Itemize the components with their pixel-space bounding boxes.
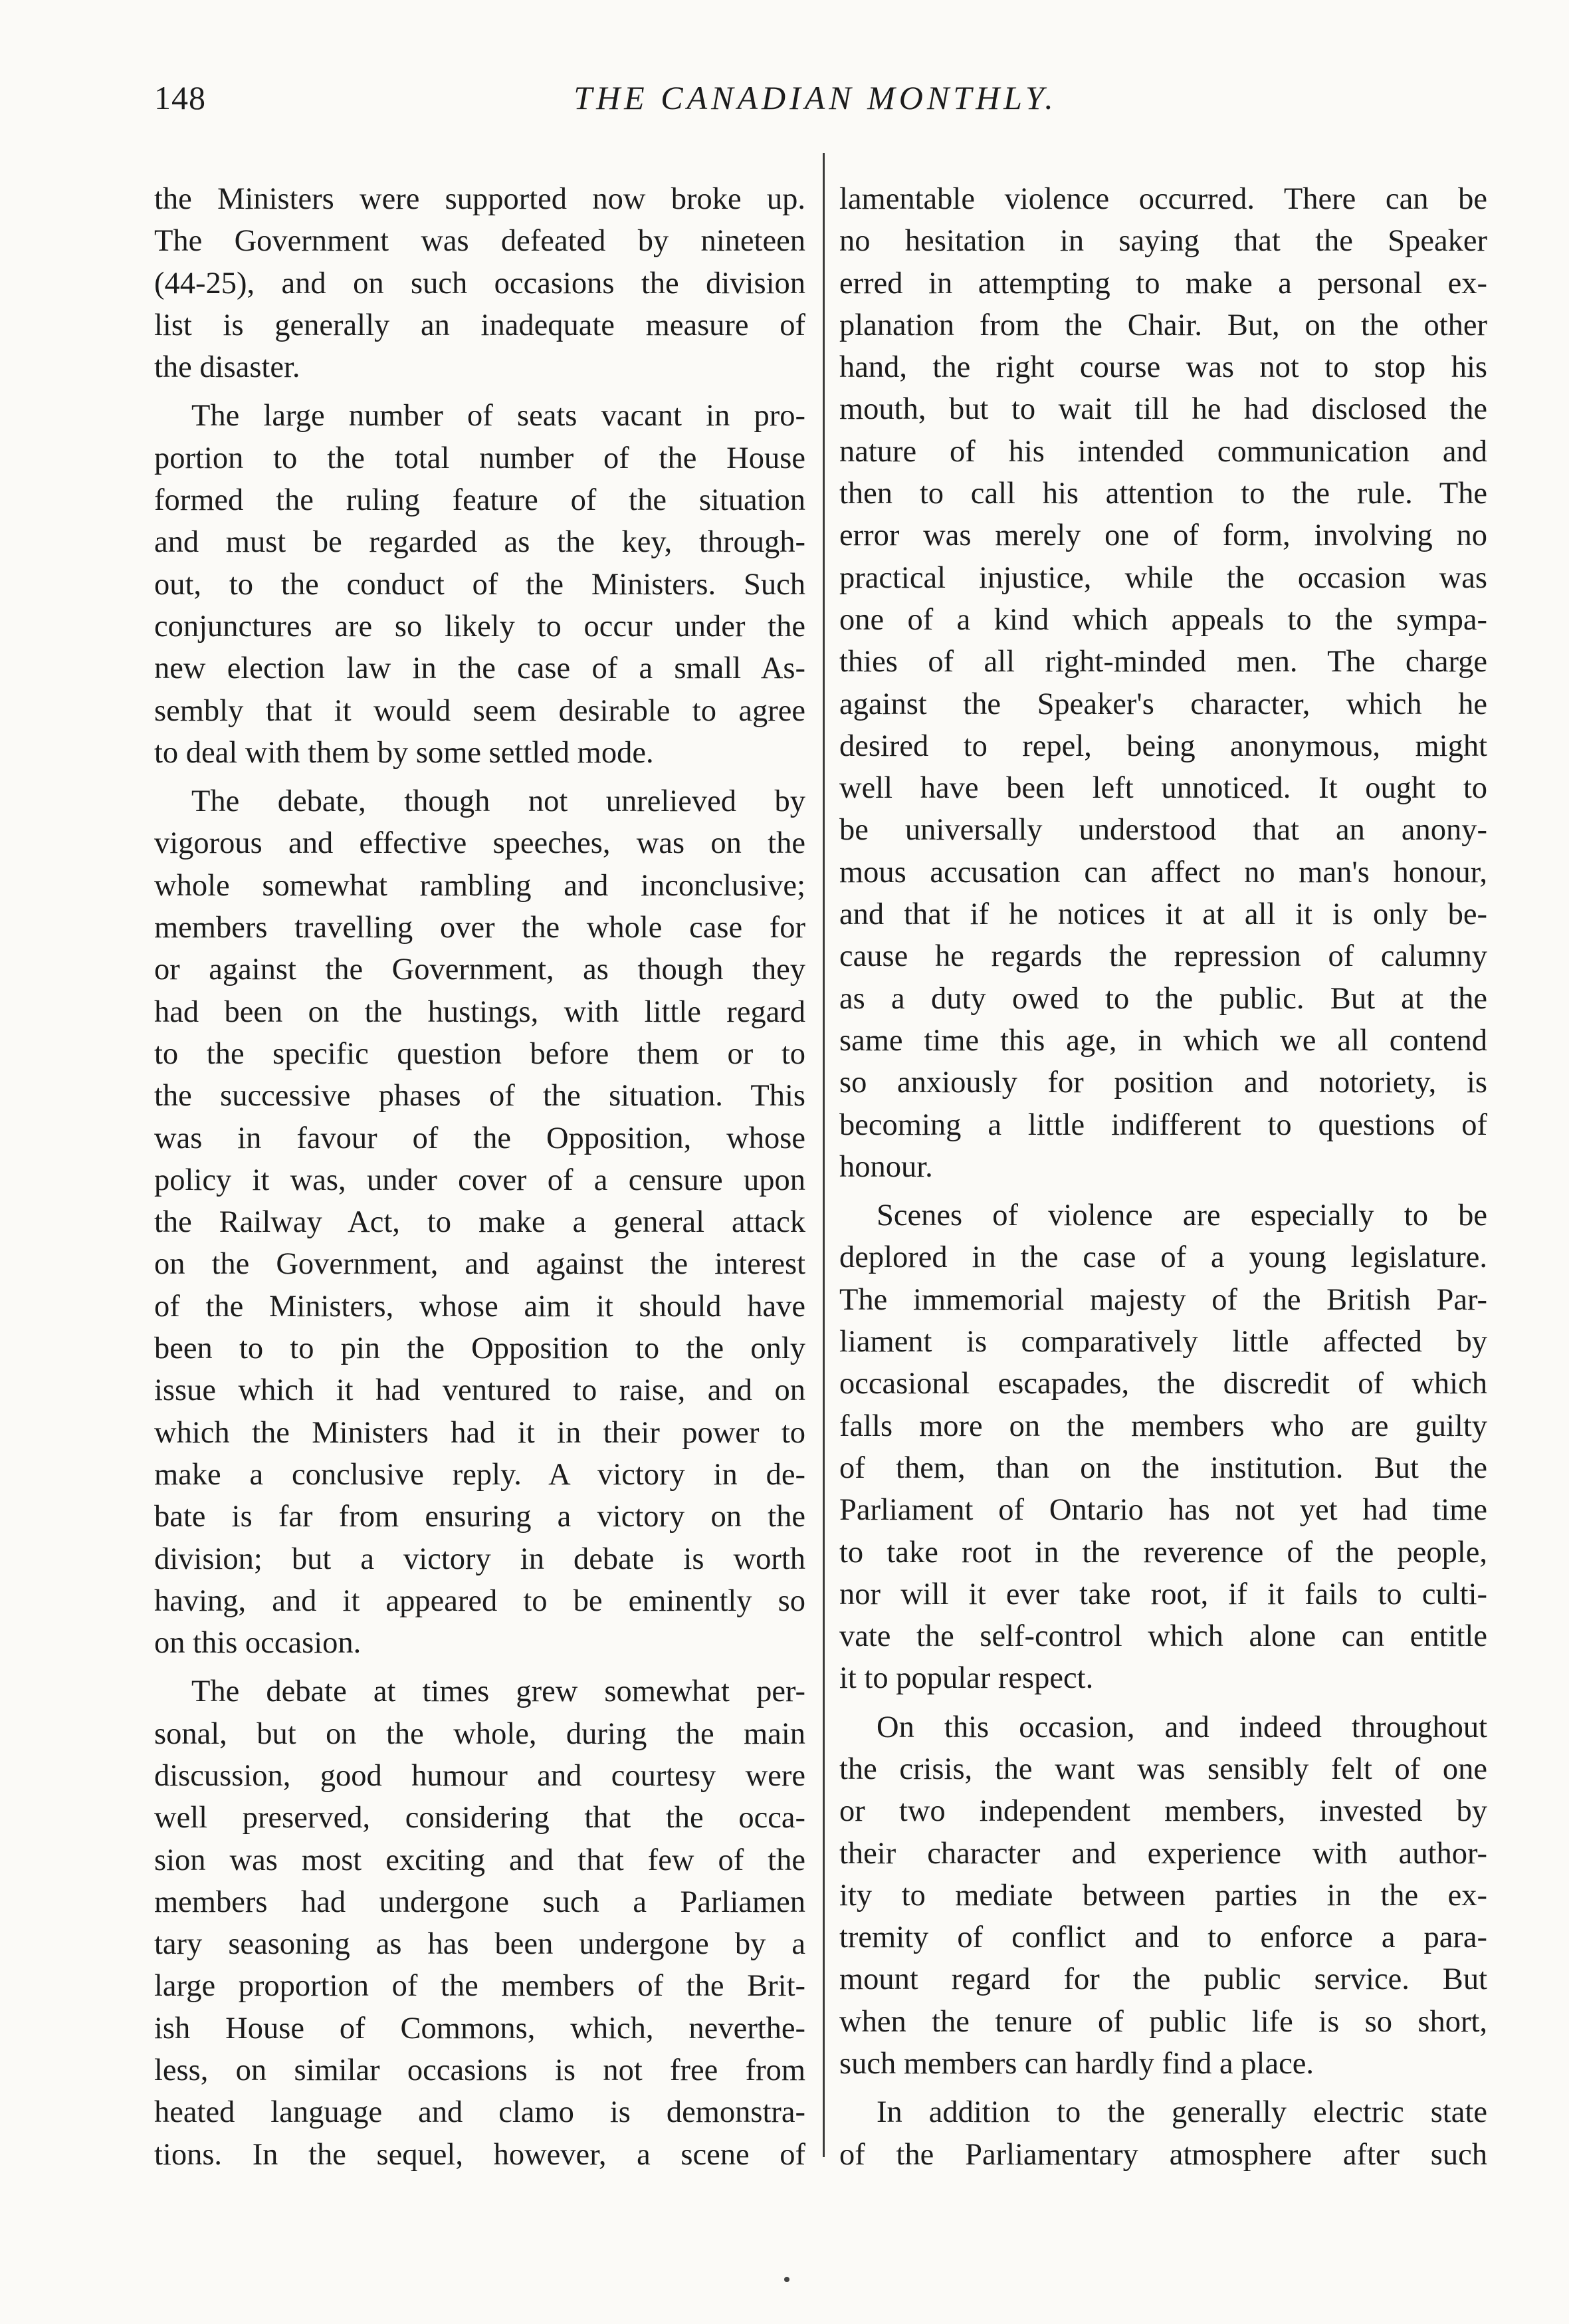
- text-line: list is generally an inadequate measure of: [154, 308, 805, 342]
- text-line: (44-25), and on such occasions the division: [154, 266, 805, 300]
- text-line: The debate, though not unrelieved by: [191, 784, 805, 819]
- column-divider: [823, 153, 825, 2157]
- text-line: vate the self-control which alone can entitle: [839, 1619, 1487, 1654]
- text-line: desired to repel, being anonymous, might: [839, 729, 1487, 763]
- text-line: was in favour of the Opposition, whose: [154, 1121, 805, 1155]
- text-line: on this occasion.: [154, 1626, 362, 1661]
- text-line: or against the Government, as though they: [154, 953, 805, 987]
- text-line: and must be regarded as the key, through-: [154, 525, 805, 560]
- page-number: 148: [154, 79, 206, 116]
- paragraph: [154, 780, 805, 1664]
- text-line: having, and it appeared to be eminently so: [154, 1583, 805, 1618]
- text-line: sembly that it would seem desirable to agree: [154, 693, 805, 728]
- page-header: [154, 78, 1477, 138]
- text-line: On this occasion, and indeed throughout: [877, 1710, 1487, 1744]
- text-line: had been on the hustings, with little regard: [154, 994, 805, 1029]
- text-line: hand, the right course was not to stop his: [839, 350, 1487, 385]
- text-line: heated language and clamo is demonstra-: [154, 2095, 805, 2130]
- text-line: members travelling over the whole case for: [154, 911, 805, 945]
- text-line: error was merely one of form, involving no: [839, 519, 1487, 553]
- text-line: The Government was defeated by nineteen: [154, 224, 805, 259]
- text-line: thies of all right-minded men. The charge: [839, 645, 1487, 679]
- text-line: nor will it ever take root, if it fails to culti-: [839, 1577, 1487, 1611]
- text-line: sion was most exciting and that few of the: [154, 1843, 805, 1877]
- text-line: well preserved, considering that the occa-: [154, 1801, 805, 1835]
- text-line: of the Ministers, whose aim it should have: [154, 1289, 805, 1324]
- text-line: tions. In the sequel, however, a scene of: [154, 2137, 805, 2172]
- paragraph: [839, 1195, 1487, 1700]
- text-line: mouth, but to wait till he had disclosed the: [839, 392, 1487, 427]
- text-line: to deal with them by some settled mode.: [154, 735, 654, 770]
- text-line: The immemorial majesty of the British Par-: [839, 1282, 1487, 1317]
- text-line: the successive phases of the situation. This: [154, 1079, 805, 1113]
- text-line: mount regard for the public service. But: [839, 1962, 1487, 1997]
- paragraph: [154, 395, 805, 774]
- text-line: practical injustice, while the occasion was: [839, 560, 1487, 595]
- text-line: the Railway Act, to make a general attack: [154, 1205, 805, 1240]
- text-line: against the Speaker's character, which he: [839, 687, 1487, 721]
- text-line: division; but a victory in debate is worth: [154, 1542, 805, 1576]
- text-line: no hesitation in saying that the Speaker: [839, 224, 1487, 259]
- text-line: mous accusation can affect no man's honour,: [839, 855, 1487, 889]
- text-line: honour.: [839, 1149, 933, 1184]
- text-line: planation from the Chair. But, on the other: [839, 308, 1487, 342]
- text-line: Parliament of Ontario has not yet had time: [839, 1493, 1487, 1528]
- text-line: so anxiously for position and notoriety, is: [839, 1066, 1487, 1100]
- text-line: nature of his intended communication and: [839, 434, 1487, 469]
- text-line: and that if he notices it at all it is only be-: [839, 897, 1487, 932]
- text-line: Scenes of violence are especially to be: [877, 1199, 1487, 1233]
- text-line: whole somewhat rambling and inconclusive;: [154, 868, 805, 903]
- text-line: as a duty owed to the public. But at the: [839, 981, 1487, 1016]
- text-line: on the Government, and against the interest: [154, 1247, 805, 1282]
- page-mark: [784, 2277, 789, 2282]
- text-line: falls more on the members who are guilty: [839, 1409, 1487, 1443]
- text-line: same time this age, in which we all contend: [839, 1023, 1487, 1058]
- text-line: formed the ruling feature of the situation: [154, 483, 805, 518]
- text-line: The debate at times grew somewhat per-: [191, 1675, 805, 1709]
- text-line: The large number of seats vacant in pro-: [191, 399, 805, 433]
- left-column: [154, 178, 805, 2182]
- running-title: THE CANADIAN MONTHLY.: [574, 79, 1057, 116]
- text-line: issue which it had ventured to raise, and on: [154, 1373, 805, 1408]
- text-line: such members can hardly find a place.: [839, 2047, 1314, 2081]
- text-line: lamentable violence occurred. There can be: [839, 182, 1487, 216]
- text-line: their character and experience with author-: [839, 1836, 1487, 1871]
- text-line: then to call his attention to the rule. The: [839, 477, 1487, 511]
- text-line: or two independent members, invested by: [839, 1794, 1487, 1829]
- text-line: discussion, good humour and courtesy were: [154, 1758, 805, 1793]
- text-line: conjunctures are so likely to occur under the: [154, 609, 805, 643]
- text-line: to take root in the reverence of the people,: [839, 1535, 1487, 1569]
- paragraph: [839, 2091, 1487, 2176]
- text-line: less, on similar occasions is not free from: [154, 2053, 805, 2088]
- text-line: it to popular respect.: [839, 1661, 1094, 1696]
- paragraph: [154, 178, 805, 388]
- text-line: cause he regards the repression of calumny: [839, 939, 1487, 974]
- text-line: deplored in the case of a young legislature.: [839, 1240, 1487, 1275]
- text-line: of the Parliamentary atmosphere after such: [839, 2137, 1487, 2172]
- text-line: the disaster.: [154, 350, 300, 385]
- text-line: ish House of Commons, which, neverthe-: [154, 2011, 805, 2045]
- text-line: when the tenure of public life is so short,: [839, 2004, 1487, 2039]
- text-line: sonal, but on the whole, during the main: [154, 1716, 805, 1751]
- right-column: [839, 178, 1487, 2182]
- text-line: the crisis, the want was sensibly felt of one: [839, 1752, 1487, 1786]
- text-line: been to to pin the Opposition to the only: [154, 1332, 805, 1366]
- text-line: occasional escapades, the discredit of which: [839, 1367, 1487, 1401]
- text-line: bate is far from ensuring a victory on the: [154, 1500, 805, 1534]
- text-line: out, to the conduct of the Ministers. Such: [154, 567, 805, 602]
- text-line: vigorous and effective speeches, was on the: [154, 826, 805, 861]
- text-line: the Ministers were supported now broke up.: [154, 182, 805, 216]
- text-line: portion to the total number of the House: [154, 441, 805, 475]
- text-line: ity to mediate between parties in the ex-: [839, 1878, 1487, 1913]
- text-line: of them, than on the institution. But the: [839, 1451, 1487, 1485]
- text-line: which the Ministers had it in their power to: [154, 1415, 805, 1450]
- paragraph: [839, 178, 1487, 1188]
- text-line: new election law in the case of a small As-: [154, 651, 805, 686]
- text-line: members had undergone such a Parliamen: [154, 1885, 805, 1919]
- paragraph: [839, 1706, 1487, 2085]
- text-line: large proportion of the members of the Brit-: [154, 1969, 805, 2004]
- text-line: policy it was, under cover of a censure upon: [154, 1163, 805, 1197]
- text-line: to the specific question before them or to: [154, 1036, 805, 1071]
- text-line: well have been left unnoticed. It ought to: [839, 771, 1487, 806]
- text-line: be universally understood that an anony-: [839, 813, 1487, 848]
- text-line: liament is comparatively little affected by: [839, 1325, 1487, 1359]
- text-line: erred in attempting to make a personal ex-: [839, 266, 1487, 300]
- text-line: becoming a little indifferent to questions of: [839, 1107, 1487, 1142]
- text-line: In addition to the generally electric state: [877, 2095, 1487, 2130]
- paragraph: [154, 1671, 805, 2176]
- text-line: make a conclusive reply. A victory in de-: [154, 1457, 805, 1492]
- text-line: tary seasoning as has been undergone by a: [154, 1927, 805, 1962]
- text-line: tremity of conflict and to enforce a para-: [839, 1920, 1487, 1955]
- text-line: one of a kind which appeals to the sympa-: [839, 602, 1487, 637]
